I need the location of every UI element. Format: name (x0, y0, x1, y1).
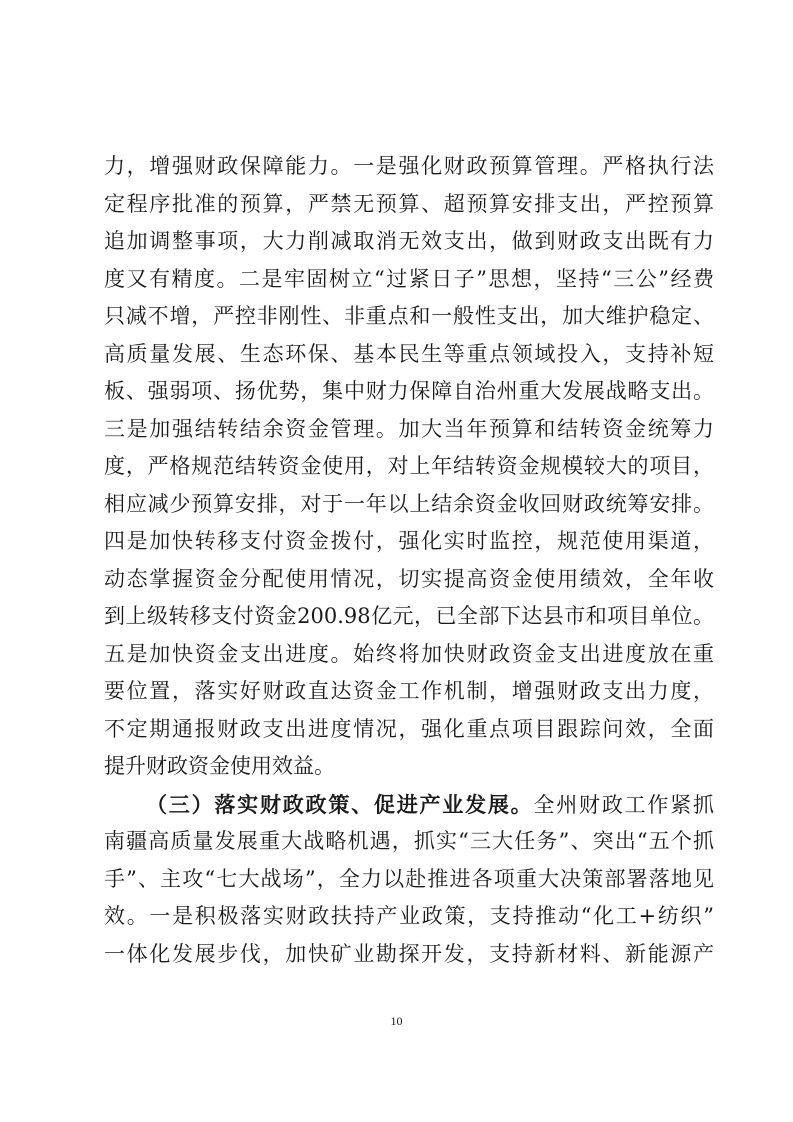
section-heading: （三）落实财政政策、促进产业发展。 (146, 791, 534, 817)
paragraph-line: 效。一是积极落实财政扶持产业政策，支持推动“化工+纺织” (104, 904, 714, 928)
paragraph-line: 不定期通报财政支出进度情况，强化重点项目跟踪问效，全面 (104, 716, 714, 741)
paragraph-line: 相应减少预算安排，对于一年以上结余资金收回财政统筹安排。 (104, 491, 714, 516)
page-number: 10 (390, 1014, 403, 1028)
paragraph-line: 到上级转移支付资金200.98亿元，已全部下达县市和项目单位。 (104, 604, 714, 628)
paragraph-line: 板、强弱项、扬优势，集中财力保障自治州重大发展战略支出。 (104, 379, 714, 403)
paragraph-line: 高质量发展、生态环保、基本民生等重点领域投入，支持补短 (104, 341, 714, 366)
section-heading-line (104, 786, 714, 824)
section-heading-rest: 全州财政工作紧抓 (533, 792, 714, 817)
paragraph-line: 定程序批准的预算，严禁无预算、超预算安排支出，严控预算 (104, 191, 714, 216)
paragraph-line: 追加调整事项，大力削减取消无效支出，做到财政支出既有力 (104, 229, 714, 253)
paragraph-line: 手”、主攻“七大战场”，全力以赴推进各项重大决策部署落地见 (104, 866, 714, 891)
paragraph-line: 南疆高质量发展重大战略机遇，抓实“三大任务”、突出“五个抓 (104, 829, 714, 853)
paragraph-line: 提升财政资金使用效益。 (104, 754, 335, 778)
paragraph-line: 动态掌握资金分配使用情况，切实提高资金使用绩效，全年收 (104, 566, 714, 591)
paragraph-line: 三是加强结转结余资金管理。加大当年预算和结转资金统筹力 (104, 416, 714, 441)
paragraph-line: 四是加快转移支付资金拨付，强化实时监控，规范使用渠道， (104, 529, 714, 553)
paragraph-line: 力，增强财政保障能力。一是强化财政预算管理。严格执行法 (104, 154, 714, 178)
paragraph-line: 度，严格规范结转资金使用，对上年结转资金规模较大的项目， (104, 454, 714, 478)
paragraph-line: 一体化发展步伐，加快矿业勘探开发，支持新材料、新能源产 (104, 941, 714, 966)
paragraph-line: 度又有精度。二是牢固树立“过紧日子”思想，坚持“三公”经费 (104, 266, 714, 291)
body-text (104, 148, 714, 973)
paragraph-line: 只减不增，严控非刚性、非重点和一般性支出，加大维护稳定、 (104, 304, 714, 328)
paragraph-line: 要位置，落实好财政直达资金工作机制，增强财政支出力度， (104, 679, 714, 703)
paragraph-line: 五是加快资金支出进度。始终将加快财政资金支出进度放在重 (104, 641, 714, 666)
